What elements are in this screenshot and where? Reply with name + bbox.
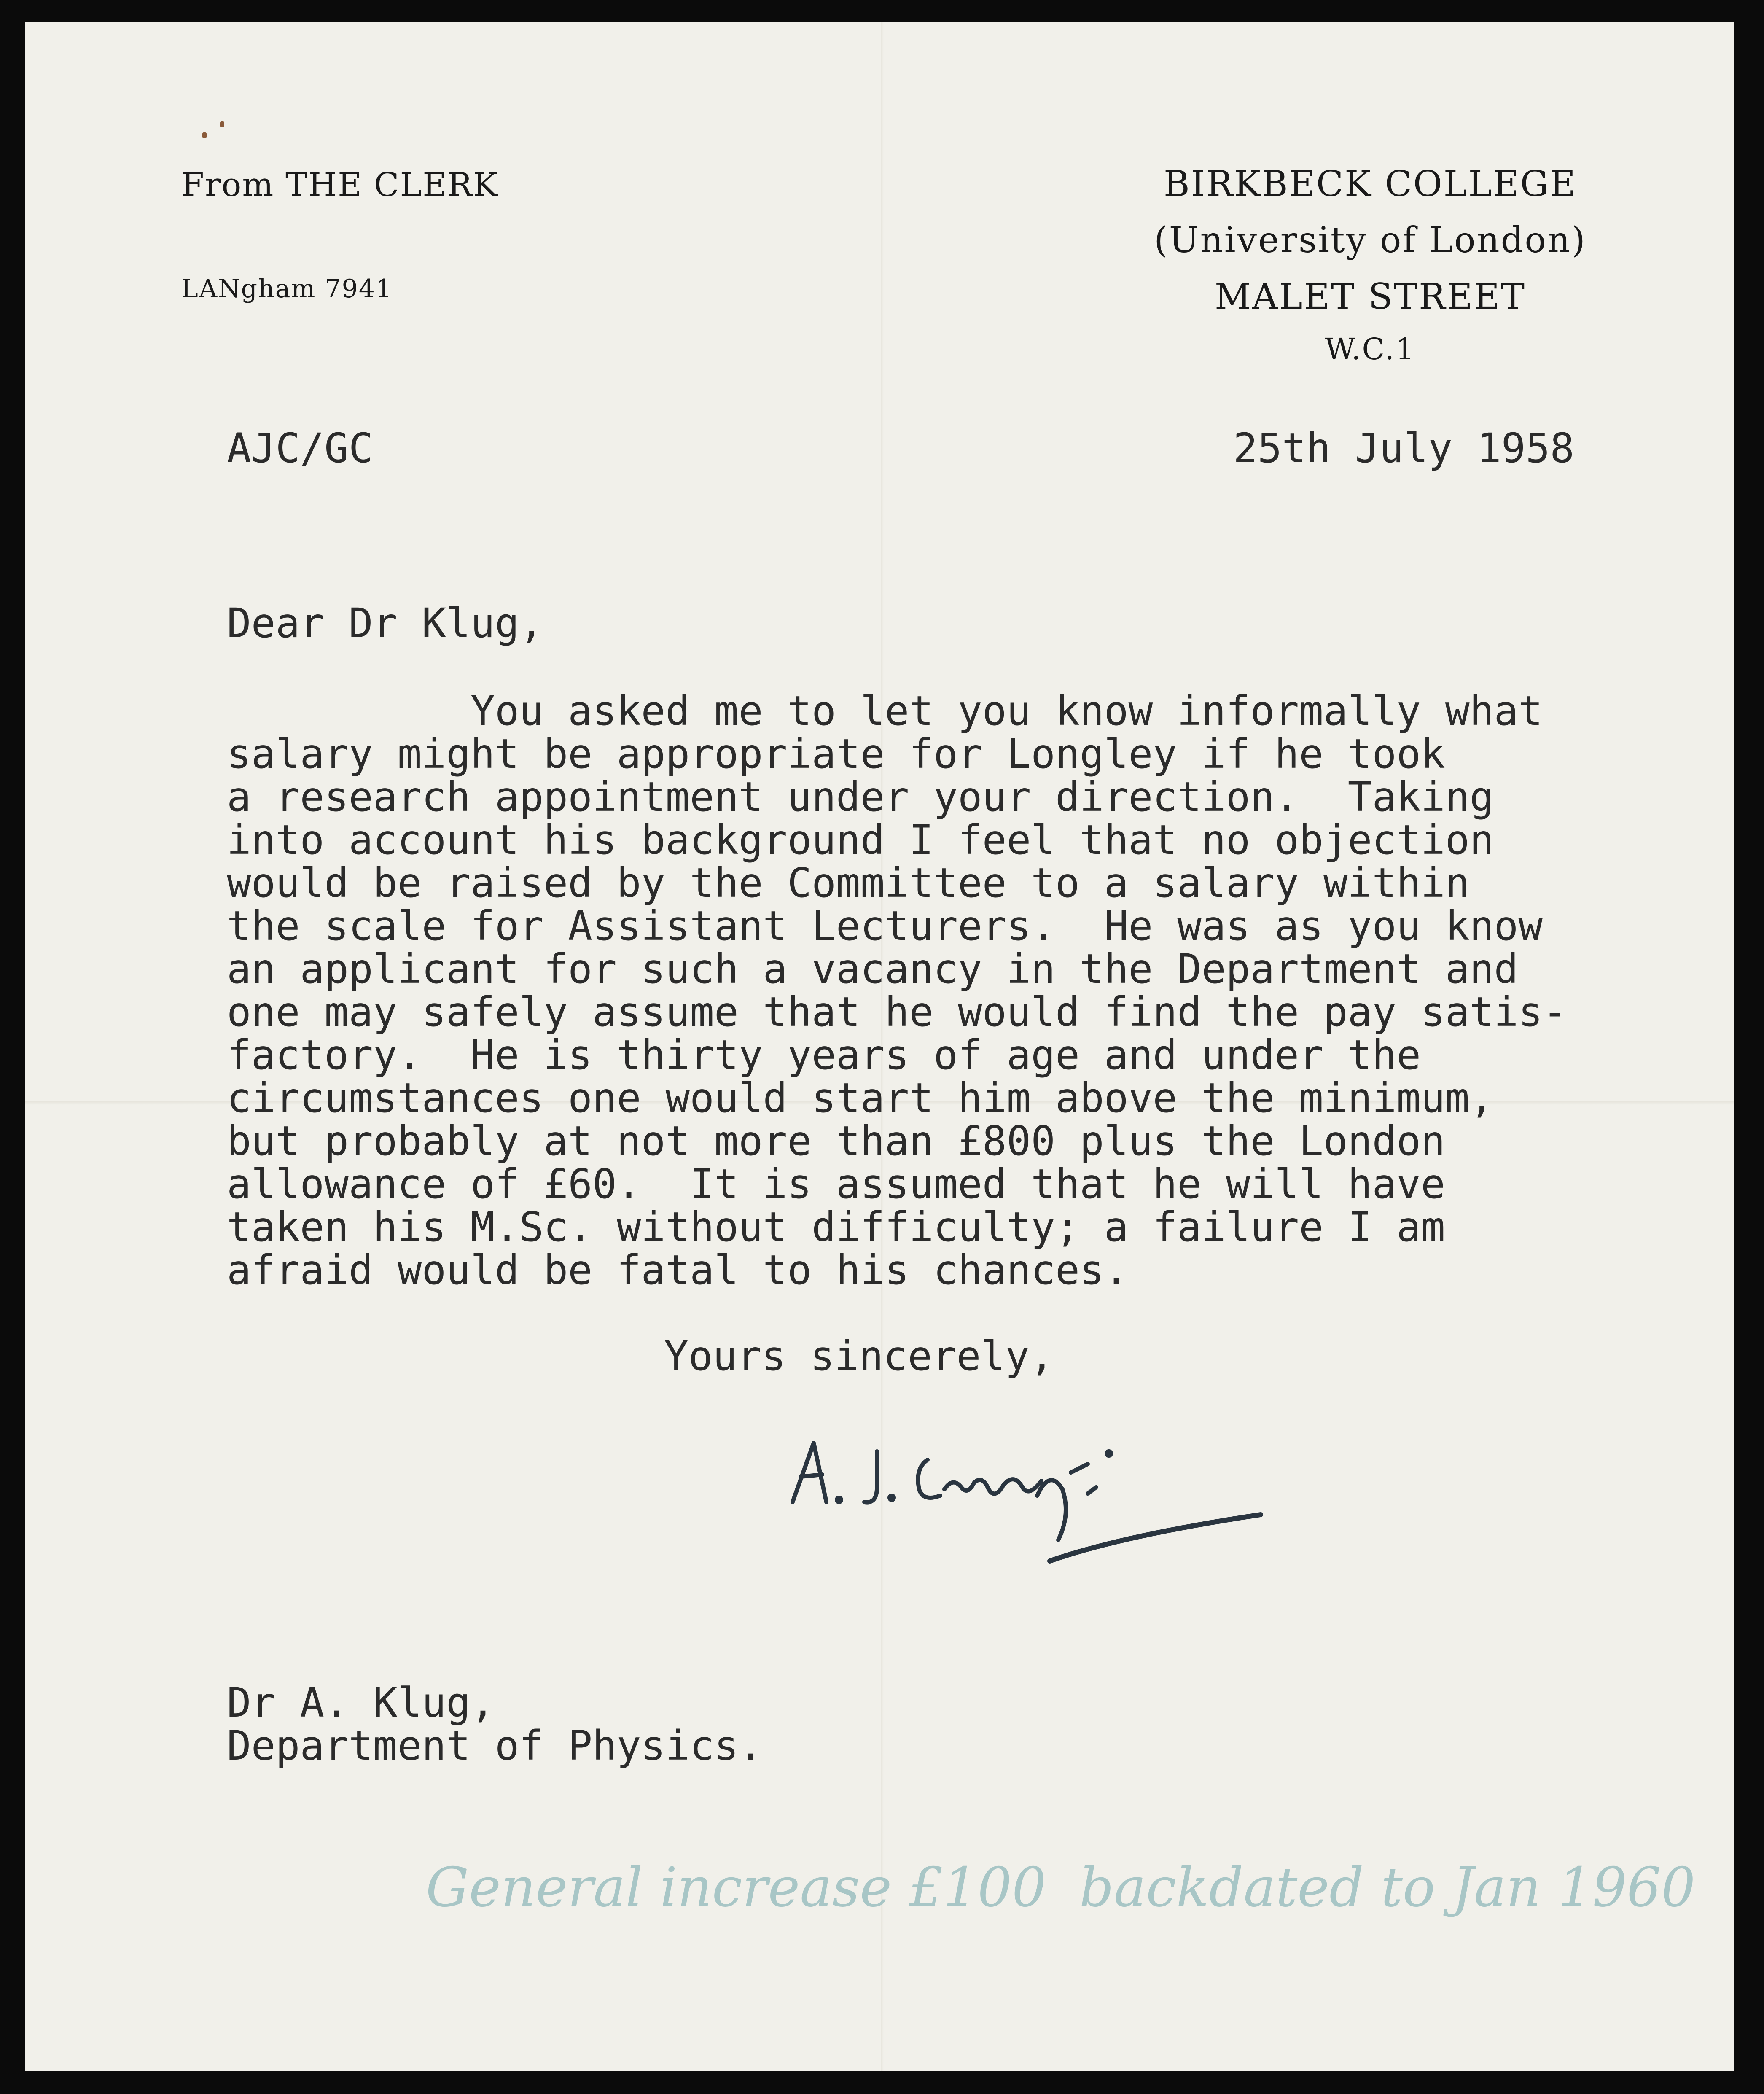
recipient-department: Department of Physics. xyxy=(227,1722,763,1769)
body-line: would be raised by the Committee to a salary within xyxy=(227,859,1470,907)
body-line: salary might be appropriate for Longley if he took xyxy=(227,730,1445,778)
body-line: taken his M.Sc. without difficulty; a failure I am xyxy=(227,1203,1445,1251)
stain-mark xyxy=(202,132,207,138)
stain-mark xyxy=(220,121,224,127)
letterhead-phone: LANgham 7941 xyxy=(181,274,393,304)
body-line: circumstances one would start him above the minimum, xyxy=(227,1074,1494,1122)
signature-image xyxy=(776,1405,1273,1582)
pencil-annotation-increase: General increase £100 xyxy=(426,1856,1046,1919)
body-line: one may safely assume that he would find the pay satis- xyxy=(227,988,1567,1036)
closing: Yours sincerely, xyxy=(664,1332,1054,1380)
letterhead-institution: BIRKBECK COLLEGE xyxy=(1163,163,1577,205)
letterhead-street: MALET STREET xyxy=(1215,276,1526,317)
letterhead-university: (University of London) xyxy=(1154,219,1587,261)
body-line: factory. He is thirty years of age and under the xyxy=(227,1031,1421,1079)
letter-date: 25th July 1958 xyxy=(1233,425,1575,472)
letterhead-from: From THE CLERK xyxy=(181,166,499,204)
letter-page xyxy=(25,22,1734,2071)
body-line: a research appointment under your direction. Taking xyxy=(227,773,1494,821)
body-line: an applicant for such a vacancy in the Department and xyxy=(227,945,1519,993)
letterhead-postcode: W.C.1 xyxy=(1325,332,1416,366)
reference-code: AJC/GC xyxy=(227,425,373,472)
recipient-name: Dr A. Klug, xyxy=(227,1679,495,1726)
body-line: afraid would be fatal to his chances. xyxy=(227,1246,1129,1294)
body-line: but probably at not more than £800 plus the London xyxy=(227,1117,1445,1165)
body-line: into account his background I feel that no objection xyxy=(227,816,1494,864)
pencil-annotation-backdated: backdated to Jan 1960 xyxy=(1079,1856,1696,1919)
salutation: Dear Dr Klug, xyxy=(227,600,544,647)
body-line: You asked me to let you know informally what xyxy=(227,687,1543,735)
body-line: the scale for Assistant Lecturers. He was as you know xyxy=(227,902,1543,950)
body-line: allowance of £60. It is assumed that he will have xyxy=(227,1160,1445,1208)
